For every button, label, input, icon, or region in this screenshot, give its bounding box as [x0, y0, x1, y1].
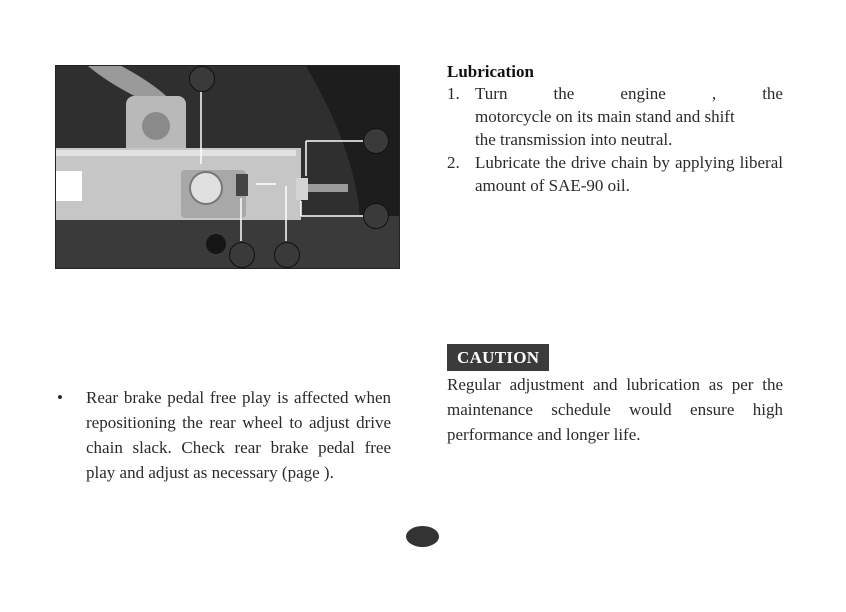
- figure-callout-3: [363, 203, 389, 229]
- caution-text: Regular adjustment and lubrication as per the maintenance schedule would ensure high performance and longer life.: [447, 375, 783, 444]
- brake-note-text: Rear brake pedal free play is affected when repositioning the rear wheel to adjust drive chain slack. Check rear brake pedal free play and adjust as necessary (page ).: [86, 388, 391, 482]
- step-number: 2.: [447, 153, 460, 172]
- caution-label: CAUTION: [447, 344, 549, 371]
- figure-callout-4: [229, 242, 255, 268]
- page-number-oval: [406, 526, 439, 547]
- figure-callout-5: [274, 242, 300, 268]
- step-1-line-3: the transmission into neutral.: [475, 130, 673, 149]
- step-2-text: Lubricate the drive chain by applying liberal amount of SAE-90 oil.: [475, 153, 783, 195]
- lubrication-heading: Lubrication: [447, 62, 534, 81]
- step-1-line-2: motorcycle on its main stand and shift: [475, 107, 735, 126]
- step-number: 1.: [447, 84, 460, 103]
- step-1-line-1: Turn the engine , the: [475, 84, 783, 103]
- chain-adjuster-photo: [55, 65, 400, 269]
- bullet-marker: •: [57, 388, 63, 407]
- lubrication-step-1: [447, 82, 783, 151]
- figure-callout-1: [189, 66, 215, 92]
- lubrication-step-2: [447, 151, 783, 197]
- chain-adjuster-illustration: [56, 66, 400, 269]
- figure-callout-2: [363, 128, 389, 154]
